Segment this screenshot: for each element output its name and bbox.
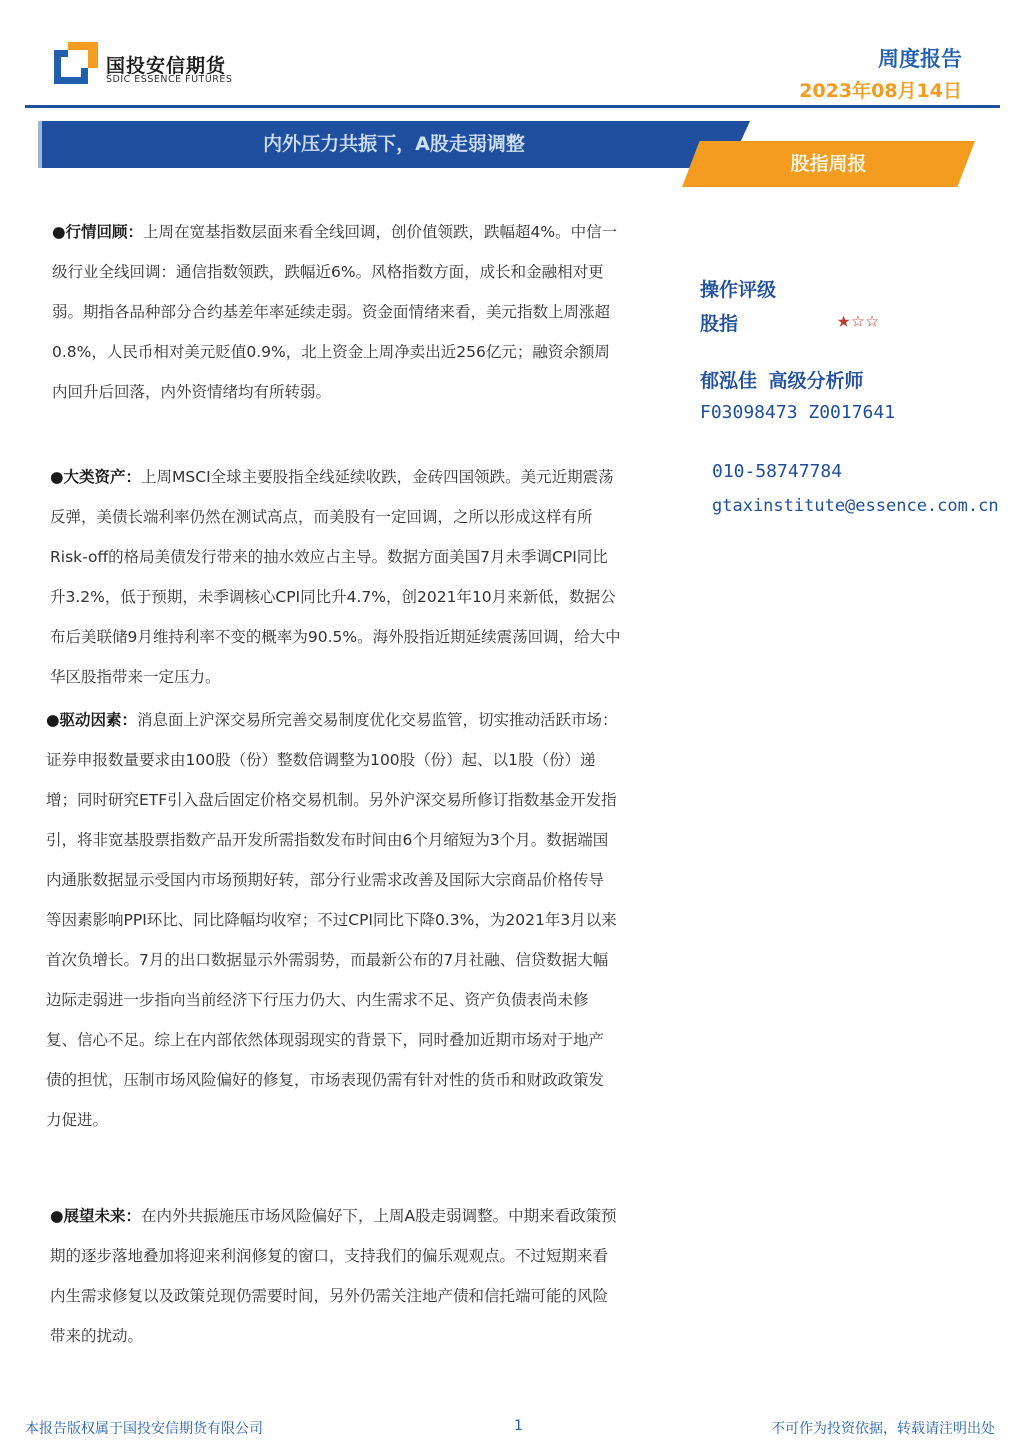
section-outlook — [50, 1196, 622, 1356]
section-label: ●大类资产： — [50, 468, 142, 486]
section-label: ●行情回顾： — [52, 223, 144, 241]
contact-email[interactable]: gtaxinstitute@essence.com.cn — [712, 496, 999, 516]
report-date: 2023年08月14日 — [799, 80, 962, 102]
company-logo-icon — [54, 42, 98, 84]
section-text: 消息面上沪深交易所完善交易制度优化交易监管，切实推动活跃市场：证券申报数量要求由100股（份）整数倍调整为100股（份）起、以1股（份）递增；同时研究ETF引入盘后固定价格交易机制。另外沪深交易所修订指数基金开发指引，将非宽基股票指数产品开发所需指数发布时间由6个月缩短为3个月。数据端国内通胀数据显示受国内市场预期好转，部分行业需求改善及国际大宗商品价格传导等因素影响PPI环比、同比降幅均收窄；不过CPI同比下降0.3%，为2021年3月以来首次负增长。7月的出口数据显示外需弱势，而最新公布的7月社融、信贷数据大幅边际走弱进一步指向当前经济下行压力仍大、内生需求不足、资产负债表尚未修复、信心不足。综上在内部依然体现弱现实的背景下，同时叠加近期市场对于地产债的担忧，压制市场风险偏好的修复，市场表现仍需有针对性的货币和财政政策发力促进。 — [46, 711, 618, 1129]
section-text: 上周MSCI全球主要股指全线延续收跌，金砖四国领跌。美元近期震荡反弹，美债长端利率仍然在测试高点，而美股有一定回调，之所以形成这样有所Risk-off的格局美债发行带来的抽水效应占主导。数据方面美国7月未季调CPI同比升3.2%，低于预期，未季调核心CPI同比升4.7%，创2021年10月来新低，数据公布后美联储9月维持利率不变的概率为90.5%。海外股指近期延续震荡回调，给大中华区股指带来一定压力。 — [50, 468, 621, 686]
report-type: 周度报告 — [878, 47, 962, 71]
section-market-review — [52, 212, 624, 412]
header-divider — [25, 105, 1000, 108]
report-title: 内外压力共振下，A股走弱调整 — [263, 133, 525, 155]
footer-copyright: 本报告版权属于国投安信期货有限公司 — [25, 1421, 263, 1437]
section-drivers — [46, 700, 618, 1140]
rating-label: 股指 — [700, 313, 739, 335]
analyst-licenses: F03098473 Z0017641 — [700, 402, 896, 423]
analyst-name: 郁泓佳 高级分析师 — [700, 370, 864, 392]
section-label: ●驱动因素： — [46, 711, 138, 729]
logo-text-cn: 国投安信期货 — [106, 55, 227, 77]
rating-stars-icon: ★☆☆ — [837, 308, 880, 333]
report-category: 股指周报 — [790, 153, 867, 175]
section-text: 上周在宽基指数层面来看全线回调，创价值领跌，跌幅超4%。中信一级行业全线回调：通信指数领跌，跌幅近6%。风格指数方面，成长和金融相对更弱。期指各品种部分合约基差年率延续走弱。资金面情绪来看，美元指数上周涨超0.8%，人民币相对美元贬值0.9%，北上资金上周净卖出近256亿元；融资余额周内回升后回落，内外资情绪均有所转弱。 — [52, 223, 618, 401]
logo-text-en: SDIC ESSENCE FUTURES — [106, 74, 233, 85]
section-label: ●展望未来： — [50, 1207, 142, 1225]
section-text: 在内外共振施压市场风险偏好下，上周A股走弱调整。中期来看政策预期的逐步落地叠加将迎来利润修复的窗口，支持我们的偏乐观观点。不过短期来看内生需求修复以及政策兑现仍需要时间，另外仍需关注地产债和信托端可能的风险带来的扰动。 — [50, 1207, 617, 1345]
section-asset-classes — [50, 457, 622, 697]
page-number: 1 — [514, 1418, 523, 1434]
contact-phone: 010-58747784 — [712, 461, 843, 482]
footer-disclaimer: 不可作为投资依据，转载请注明出处 — [771, 1421, 995, 1437]
rating-title: 操作评级 — [700, 279, 777, 301]
